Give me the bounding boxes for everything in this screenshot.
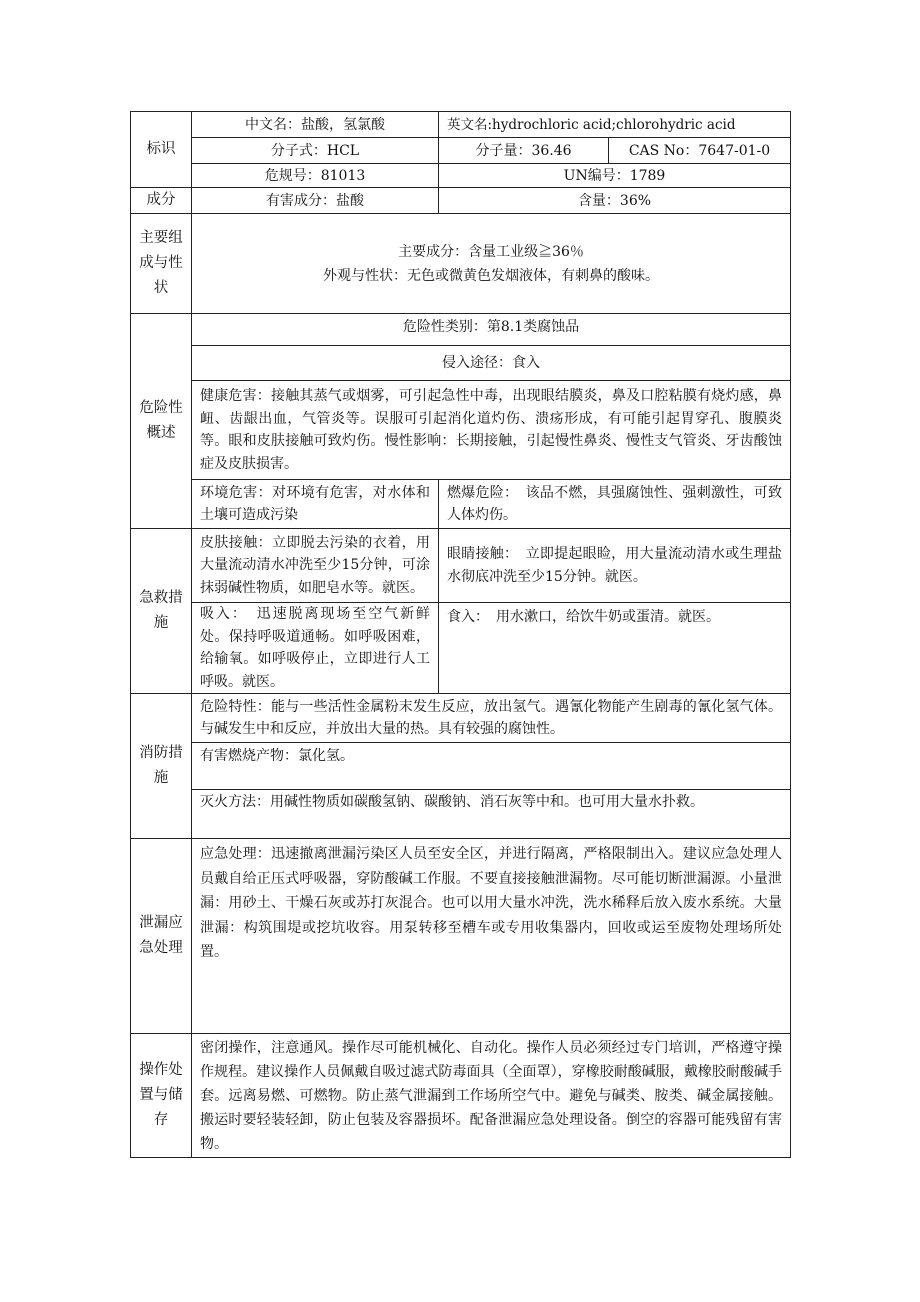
properties-row xyxy=(131,214,791,314)
cas-number: CAS No：7647-01-0 xyxy=(609,138,791,164)
molecular-weight: 分子量：36.46 xyxy=(439,138,609,164)
chinese-name: 中文名：盐酸，氢氯酸 xyxy=(192,112,439,138)
environmental-hazard: 环境危害：对环境有危害，对水体和土壤可造成污染 xyxy=(192,480,439,529)
storage-row xyxy=(131,1034,791,1158)
leak-row xyxy=(131,839,791,1034)
main-component: 主要成分：含量工业级≧36％ xyxy=(398,243,584,260)
identity-row-3 xyxy=(131,164,791,188)
fire-row-2 xyxy=(131,743,791,790)
molecular-formula: 分子式：HCL xyxy=(192,138,439,164)
first-aid-row-1 xyxy=(131,529,791,603)
hazard-route-row xyxy=(131,346,791,381)
skin-contact: 皮肤接触：立即脱去污染的衣着，用大量流动清水冲洗至少15分钟，可涂抹弱碱性物质，如肥皂水等。就医。 xyxy=(192,529,439,603)
fire-row-3 xyxy=(131,790,791,839)
hazard-env-row xyxy=(131,480,791,529)
entry-route: 侵入途径：食入 xyxy=(192,346,791,381)
first-aid-row-2 xyxy=(131,603,791,694)
hazard-category-row xyxy=(131,314,791,346)
leak-response: 应急处理：迅速撤离泄漏污染区人员至安全区，并进行隔离，严格限制出入。建议应急处理人员戴自给正压式呼吸器，穿防酸碱工作服。不要直接接触泄漏物。尽可能切断泄漏源。小量泄漏：用砂土、干燥石灰或苏打灰混合。也可以用大量水冲洗，洗水稀释后放入废水系统。大量泄漏：构筑围堤或挖坑收容。用泵转移至槽车或专用收集器内，回收或运至废物处理场所处置。 xyxy=(192,839,791,1034)
section-label-storage: 操作处置与储存 xyxy=(131,1034,192,1158)
section-label-firefighting: 消防措施 xyxy=(131,694,192,839)
section-label-properties: 主要组成与性状 xyxy=(131,214,192,314)
explosion-hazard: 燃爆危险： 该品不燃，具强腐蚀性、强刺激性，可致人体灼伤。 xyxy=(439,480,791,529)
harmful-component: 有害成分：盐酸 xyxy=(192,188,439,214)
hazard-property: 危险特性：能与一些活性金属粉末发生反应，放出氢气。遇氰化物能产生剧毒的氰化氢气体。与碱发生中和反应，并放出大量的热。具有较强的腐蚀性。 xyxy=(192,694,791,743)
ingestion: 食入： 用水漱口，给饮牛奶或蛋清。就医。 xyxy=(439,603,791,694)
english-name: 英文名:hydrochloric acid;chlorohydric acid xyxy=(439,112,791,138)
section-label-first-aid: 急救措施 xyxy=(131,529,192,694)
msds-table xyxy=(130,111,791,1158)
section-label-composition: 成分 xyxy=(131,188,192,214)
un-number: UN编号：1789 xyxy=(439,164,791,188)
handling-storage: 密闭操作，注意通风。操作尽可能机械化、自动化。操作人员必须经过专门培训，严格遵守操作规程。建议操作人员佩戴自吸过滤式防毒面具（全面罩），穿橡胶耐酸碱服，戴橡胶耐酸碱手套。远离易燃、可燃物。防止蒸气泄漏到工作场所空气中。避免与碱类、胺类、碱金属接触。搬运时要轻装轻卸，防止包装及容器损坏。配备泄漏应急处理设备。倒空的容器可能残留有害物。 xyxy=(192,1034,791,1158)
composition-row xyxy=(131,188,791,214)
section-label-leak: 泄漏应急处理 xyxy=(131,839,192,1034)
hazard-health-row xyxy=(131,381,791,480)
inhalation: 吸入： 迅速脱离现场至空气新鲜处。保持呼吸道通畅。如呼吸困难，给输氧。如呼吸停止，立即进行人工呼吸。就医。 xyxy=(192,603,439,694)
fire-row-1 xyxy=(131,694,791,743)
hazard-category: 危险性类别：第8.1类腐蚀品 xyxy=(192,314,791,346)
danger-code: 危规号：81013 xyxy=(192,164,439,188)
identity-row-2 xyxy=(131,138,791,164)
extinguishing-method: 灭火方法：用碱性物质如碳酸氢钠、碳酸钠、消石灰等中和。也可用大量水扑救。 xyxy=(192,790,791,839)
content-value: 含量：36% xyxy=(439,188,791,214)
section-label-hazard: 危险性概述 xyxy=(131,314,192,529)
combustion-products: 有害燃烧产物：氯化氢。 xyxy=(192,743,791,790)
identity-row-1 xyxy=(131,112,791,138)
eye-contact: 眼睛接触： 立即提起眼睑，用大量流动清水或生理盐水彻底冲洗至少15分钟。就医。 xyxy=(439,529,791,603)
section-label-identity: 标识 xyxy=(131,112,192,188)
health-hazard: 健康危害：接触其蒸气或烟雾，可引起急性中毒，出现眼结膜炎，鼻及口腔粘膜有烧灼感，鼻衄、齿龈出血，气管炎等。误服可引起消化道灼伤、溃疡形成，有可能引起胃穿孔、腹膜炎等。眼和皮肤接触可致灼伤。慢性影响：长期接触，引起慢性鼻炎、慢性支气管炎、牙齿酸蚀症及皮肤损害。 xyxy=(192,381,791,480)
properties-cell xyxy=(192,214,791,314)
appearance: 外观与性状：无色或微黄色发烟液体，有刺鼻的酸味。 xyxy=(323,267,659,284)
